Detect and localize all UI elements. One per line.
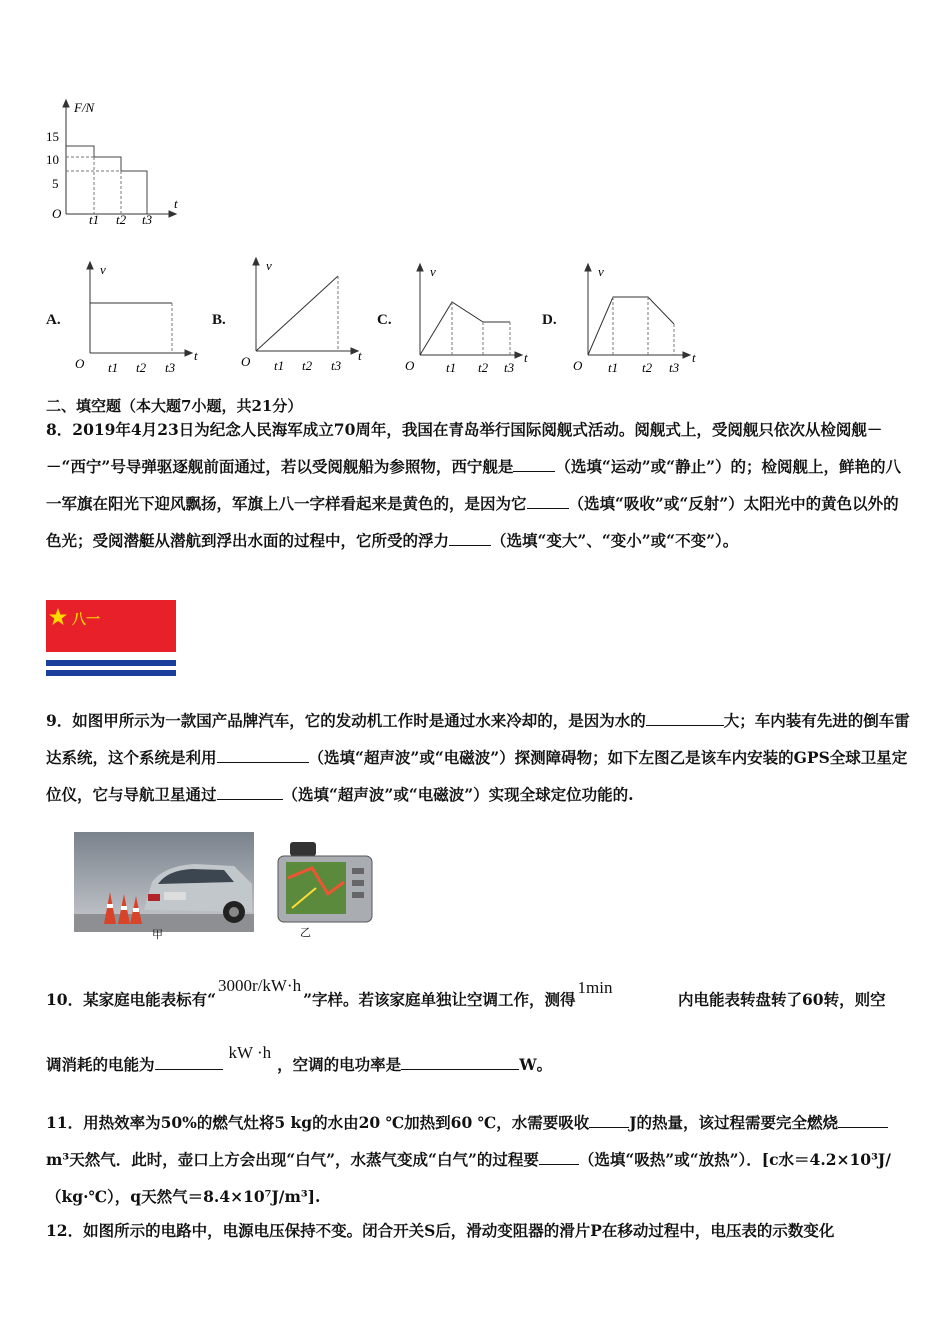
flag-text: 八一 (72, 612, 100, 628)
section-title: 二、填空题（本大题7小题，共21分） (46, 397, 303, 415)
energy-unit: kW ·h (228, 1043, 272, 1062)
question-11: 11．用热效率为50%的燃气灶将5 kg的水由20 ℃加热到60 ℃，水需要吸收 J的热量，该过程需要完全燃烧m³天然气．此时，壶口上方会出现“白气”，水蒸气变成“白气”的过程要 （选填“吸热”或“放热”）．[c水＝4.2×10³J/（kg·℃），q天然气＝8.4×10⁷J/m³]. (46, 1104, 911, 1215)
svg-text:O: O (241, 354, 251, 369)
svg-text:O: O (75, 356, 85, 371)
svg-text:O: O (405, 358, 415, 373)
option-b-graph (236, 256, 371, 376)
svg-text:t2: t2 (136, 360, 147, 375)
svg-text:t: t (194, 348, 198, 363)
svg-text:t1: t1 (274, 358, 285, 373)
option-d-label: D. (542, 312, 557, 328)
y-axis-label: F/N (74, 100, 95, 115)
q10-blank-2[interactable] (401, 1052, 519, 1070)
svg-text:t1: t1 (446, 360, 457, 375)
q8-blank-1[interactable] (513, 454, 555, 472)
x-axis-label: t (174, 196, 178, 211)
q11-blank-3[interactable] (539, 1147, 579, 1165)
car-image (74, 832, 254, 940)
x-tick-t3: t3 (142, 212, 153, 227)
option-b-label: B. (212, 312, 226, 328)
option-a-graph (70, 260, 205, 380)
q8-blank-3[interactable] (449, 528, 491, 546)
question-9: 9．如图甲所示为一款国产品牌汽车，它的发动机工作时是通过水来冷却的，是因为水的 大；车内装有先进的倒车雷达系统，这个系统是利用 （选填“超声波”或“电磁波”）探测障碍物；如下左图乙是该车内安装的GPS全球卫星定位仪，它与导航卫星通过 （选填“超声波”或“电磁波”）实现全球定位功能的. (46, 702, 911, 813)
q9-blank-3[interactable] (217, 782, 283, 800)
svg-text:v: v (266, 258, 272, 273)
question-8: 8．2019年4月23日为纪念人民海军成立70周年，我国在青岛举行国际阅舰式活动。阅舰式上，受阅舰只依次从检阅舰－－“西宁”号导弹驱逐舰前面通过，若以受阅舰船为参照物，西宁舰是 （选填“运动”或“静止”）的；检阅舰上，鲜艳的八一军旗在阳光下迎风飘扬，军旗上八一字样看起来是黄色的，是因为它 （选填“吸收”或“反射”）太阳光中的黄色以外的色光；受阅潜艇从潜航到浮出水面的过程中，它所受的浮力 （选填“变大”、“变小”或“不变”）。 (46, 420, 902, 550)
y-tick-5: 5 (52, 176, 59, 191)
svg-text:t1: t1 (108, 360, 119, 375)
q10-blank-1[interactable] (155, 1052, 223, 1070)
svg-text:t: t (358, 348, 362, 363)
y-tick-10: 10 (46, 152, 59, 167)
force-time-chart (44, 96, 194, 231)
svg-text:t: t (692, 350, 696, 365)
q8-blank-2[interactable] (527, 491, 569, 509)
time-label: 1min (577, 978, 613, 997)
svg-text:t3: t3 (669, 360, 680, 375)
q11-blank-2[interactable] (838, 1110, 888, 1128)
meter-label: 3000r/kW·h (218, 976, 302, 995)
question-10-line2: 调消耗的电能为kW ·h，空调的电功率是 W。 (46, 1043, 553, 1074)
y-tick-15: 15 (46, 129, 59, 144)
svg-text:t3: t3 (331, 358, 342, 373)
caption-jia: 甲 (152, 928, 163, 940)
option-d-graph (568, 262, 703, 382)
caption-yi: 乙 (300, 926, 311, 939)
svg-text:v: v (598, 264, 604, 279)
svg-text:t2: t2 (642, 360, 653, 375)
svg-text:v: v (100, 262, 106, 277)
svg-text:t3: t3 (504, 360, 515, 375)
svg-text:O: O (573, 358, 583, 373)
option-c-graph (400, 262, 535, 382)
q9-blank-2[interactable] (217, 745, 309, 763)
question-10-line1-tail: 内电能表转盘转了60转，则空 (678, 990, 886, 1009)
x-tick-t1: t1 (89, 212, 100, 227)
x-tick-t2: t2 (116, 212, 127, 227)
origin-label: O (52, 206, 62, 221)
svg-text:t1: t1 (608, 360, 619, 375)
svg-text:t2: t2 (478, 360, 489, 375)
option-c-label: C. (377, 312, 392, 328)
bayi-flag (46, 600, 176, 682)
option-a-label: A. (46, 312, 61, 328)
svg-text:t2: t2 (302, 358, 313, 373)
q9-blank-1[interactable] (646, 708, 724, 726)
svg-text:v: v (430, 264, 436, 279)
q11-blank-1[interactable] (589, 1110, 629, 1128)
svg-text:t3: t3 (165, 360, 176, 375)
svg-text:t: t (524, 350, 528, 365)
gps-image (272, 838, 376, 940)
question-12: 12．如图所示的电路中，电源电压保持不变。闭合开关S后，滑动变阻器的滑片P在移动过程中，电压表的示数变化 (46, 1221, 835, 1240)
